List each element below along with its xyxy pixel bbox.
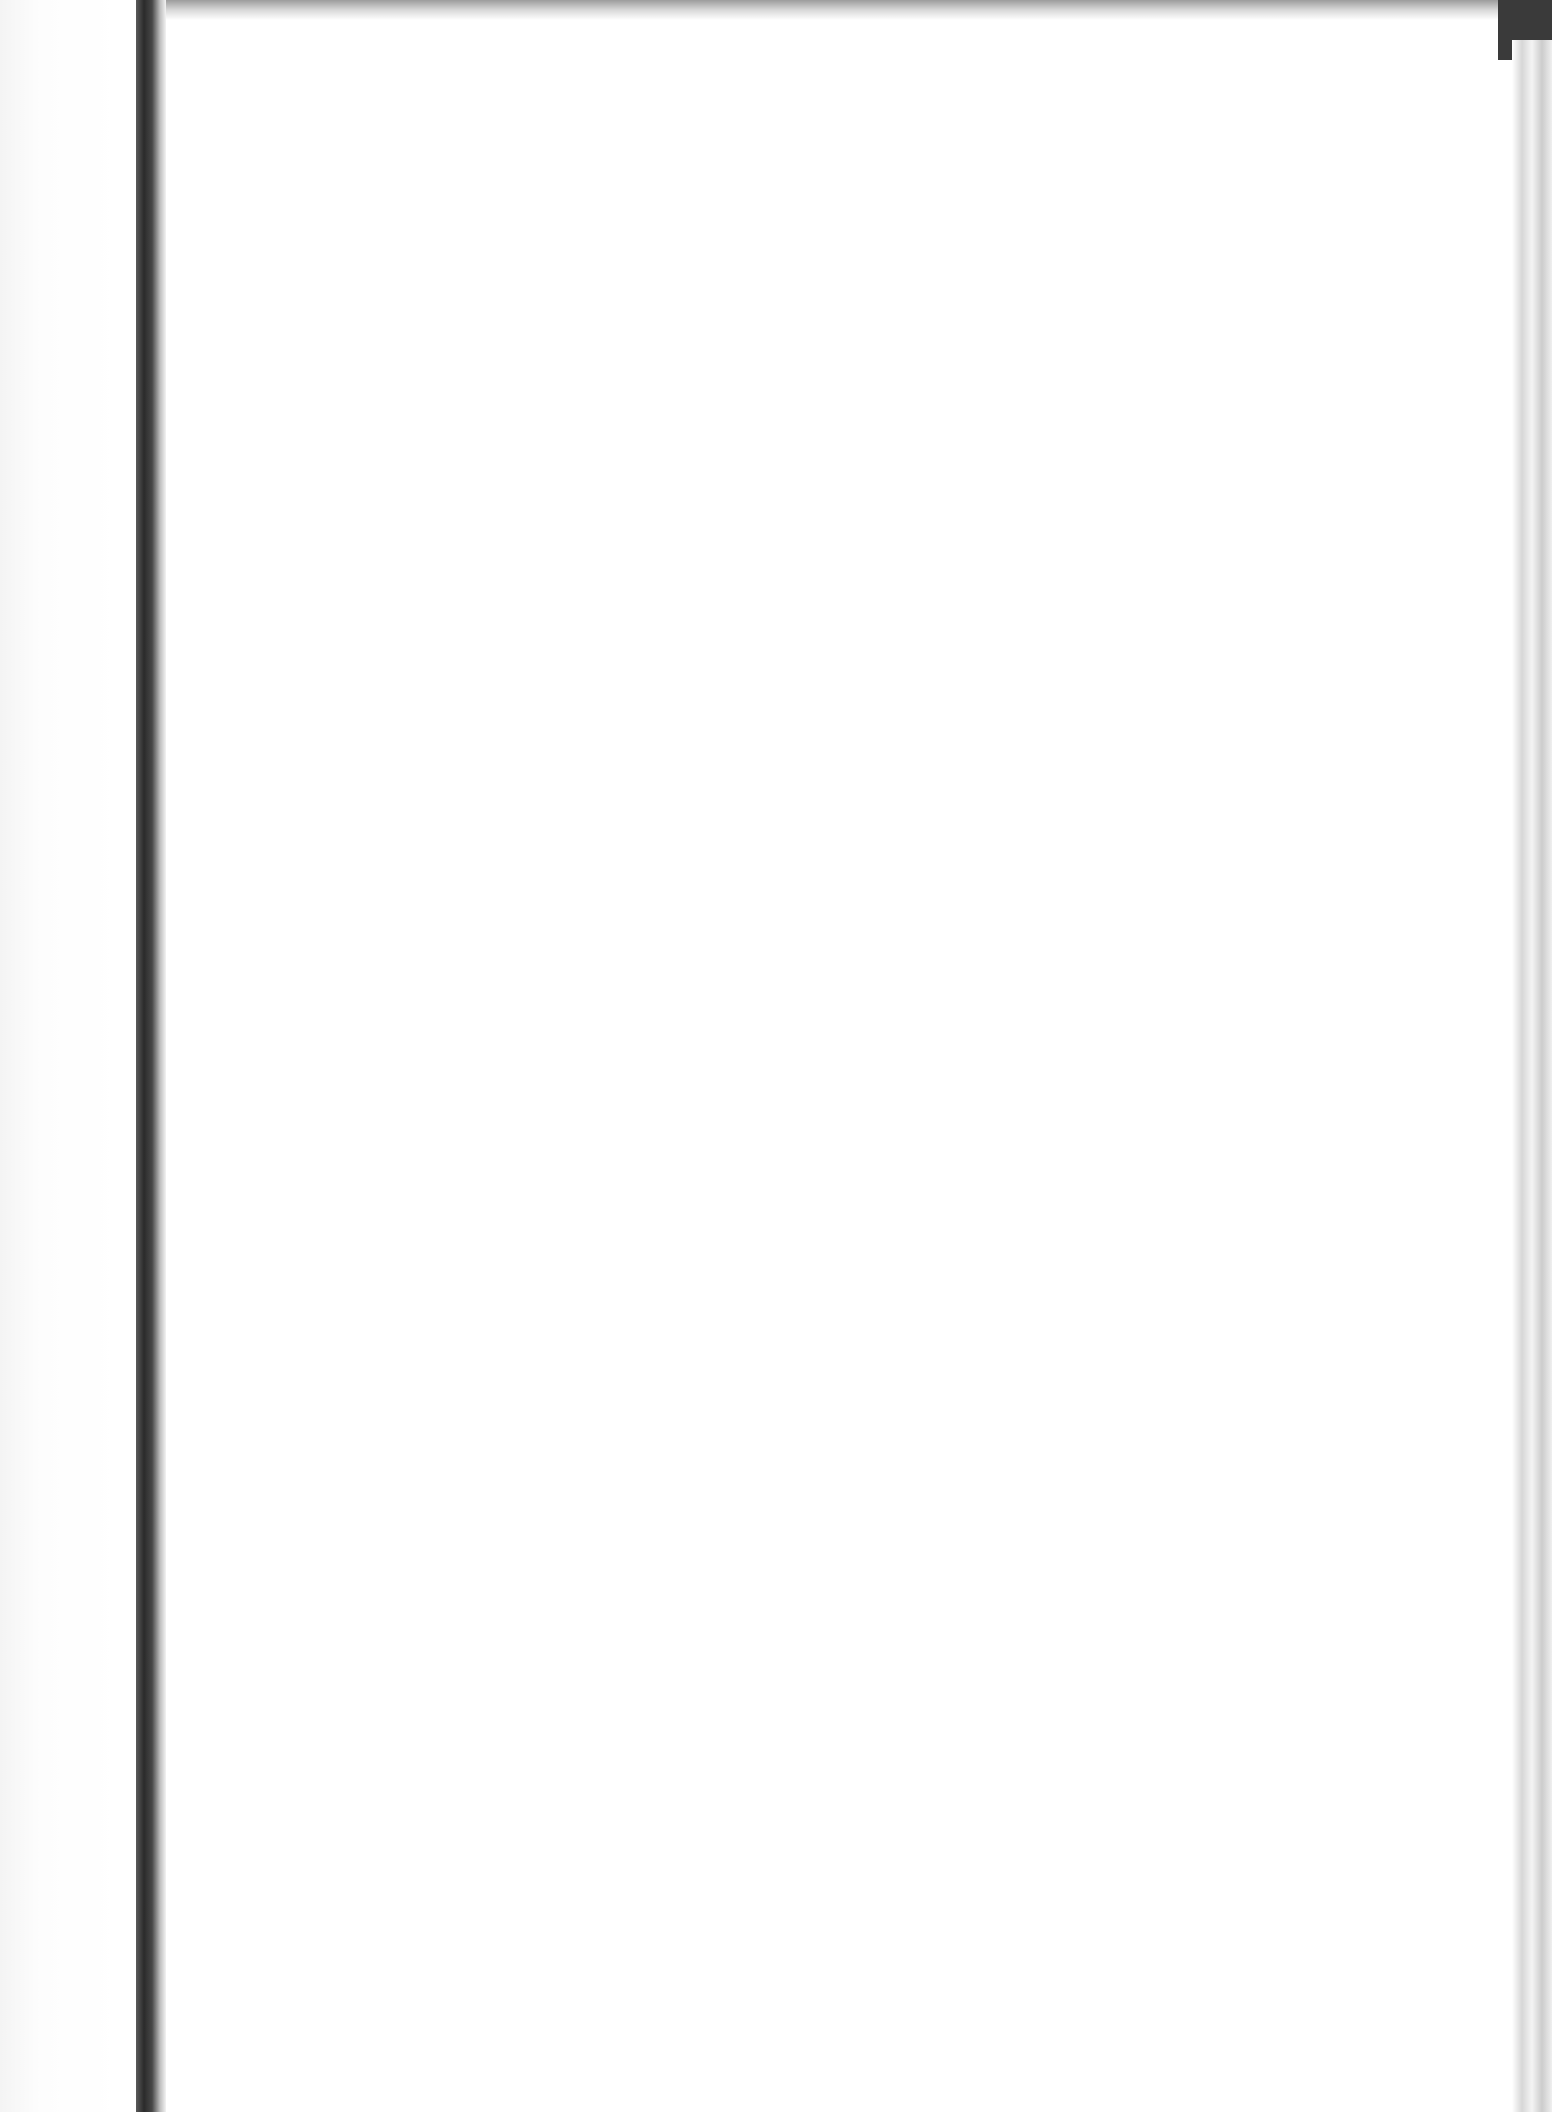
chapter-heading (330, 940, 1182, 980)
page-top-shadow (166, 0, 1552, 20)
chapter-body (288, 1084, 1182, 1188)
book-fore-edge (1512, 40, 1552, 2112)
book-gutter (136, 0, 166, 2112)
